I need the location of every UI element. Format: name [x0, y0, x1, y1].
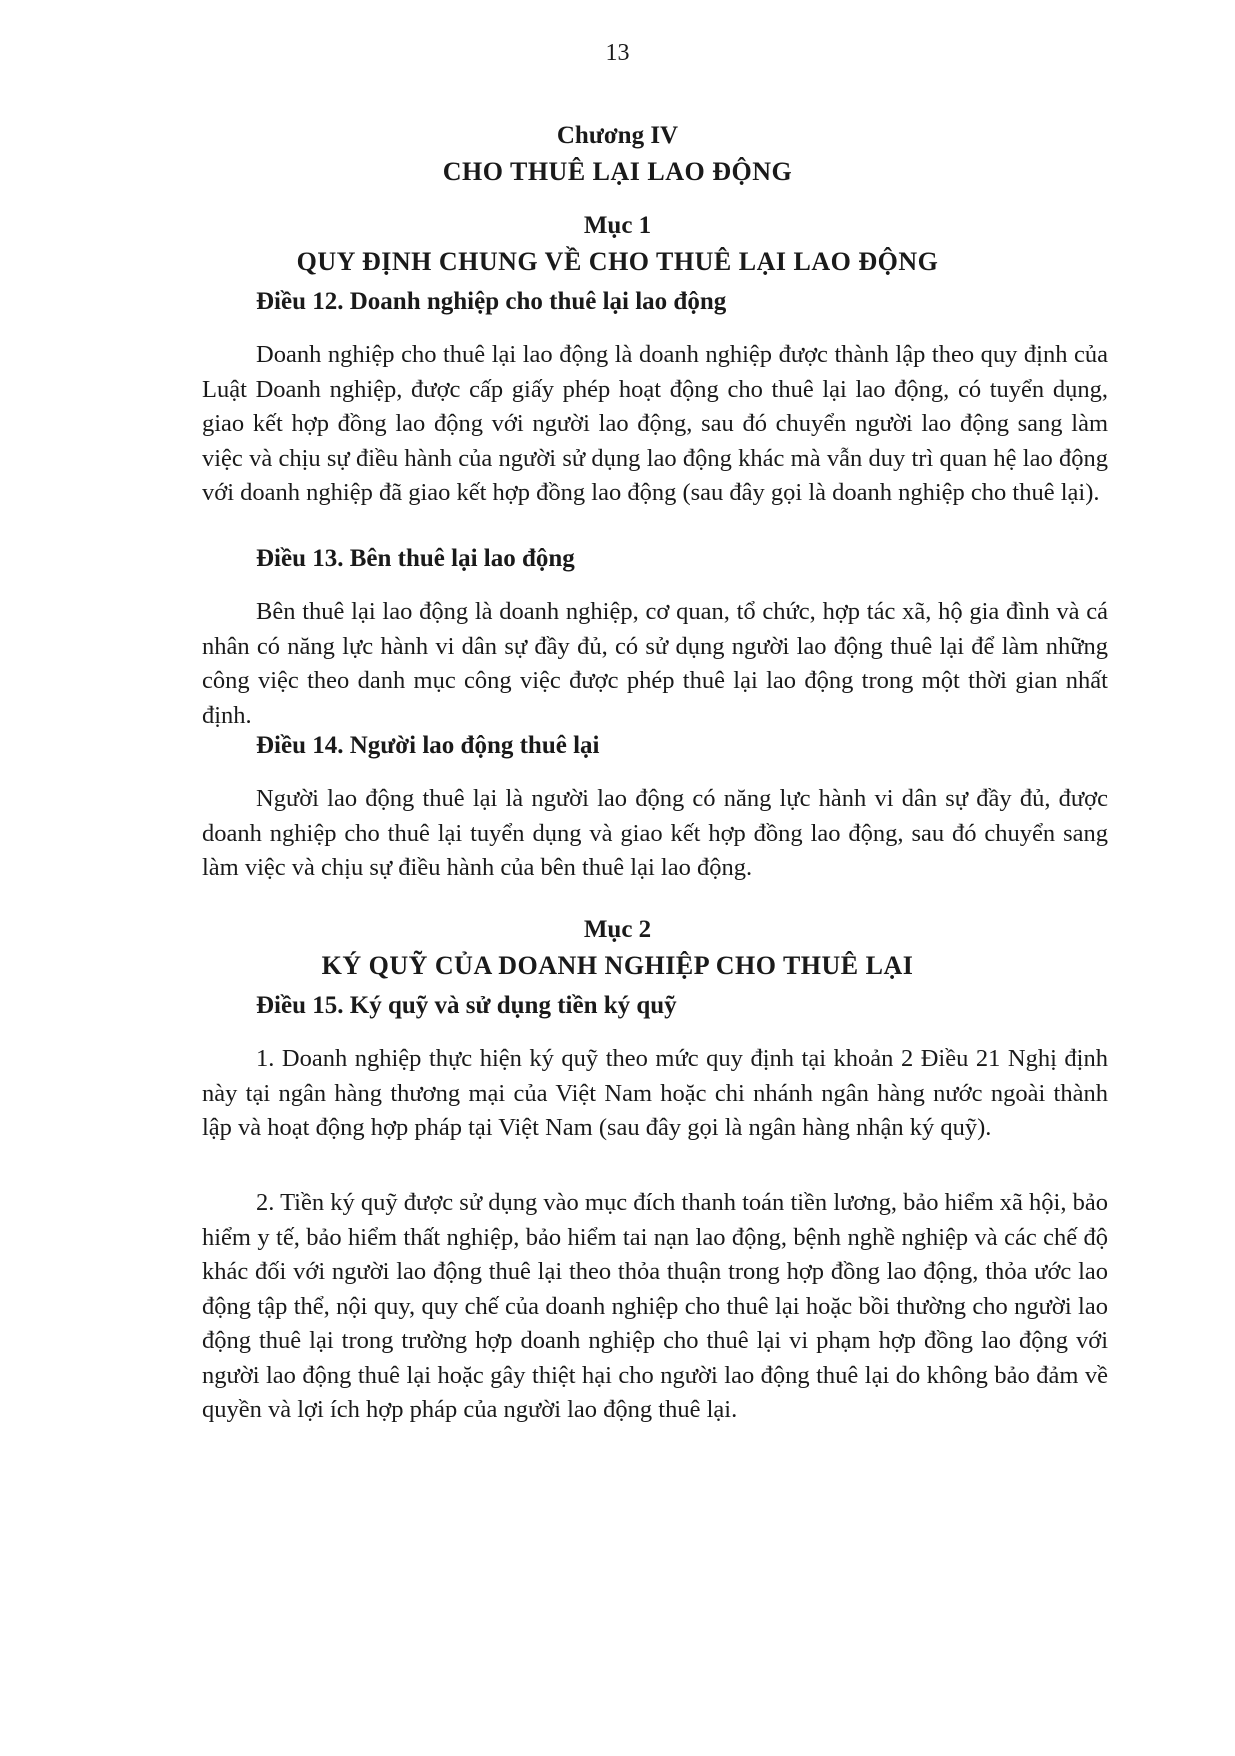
article14-title: Điều 14. Người lao động thuê lại [256, 732, 600, 759]
section2-label: Mục 2 [583, 916, 652, 943]
article13-text: Bên thuê lại lao động là doanh nghiệp, cơ quan, tổ chức, hợp tác xã, hộ gia đình và cá nhân có năng lực hành vi dân sự đầy đủ, có sử dụng người lao động thuê lại để làm những công việc theo danh mục công việc được phép thuê lại lao động trong một thời gian nhất định. [202, 598, 1108, 729]
chapter-label: Chương IV [556, 122, 679, 149]
section2-heading [0, 912, 1235, 984]
section2-title: KÝ QUỸ CỦA DOANH NGHIỆP CHO THUÊ LẠI [321, 951, 914, 980]
chapter-heading [0, 118, 1235, 190]
section1-label: Mục 1 [583, 212, 652, 239]
article13-title: Điều 13. Bên thuê lại lao động [256, 545, 575, 572]
article12-text: Doanh nghiệp cho thuê lại lao động là doanh nghiệp được thành lập theo quy định của Luật Doanh nghiệp, được cấp giấy phép hoạt động cho thuê lại lao động, có tuyển dụng, giao kết hợp đồng lao động với người lao động, sau đó chuyển người lao động sang làm việc và chịu sự điều hành của người sử dụng lao động khác mà vẫn duy trì quan hệ lao động với doanh nghiệp đã giao kết hợp đồng lao động (sau đây gọi là doanh nghiệp cho thuê lại). [202, 341, 1108, 506]
article12-title: Điều 12. Doanh nghiệp cho thuê lại lao động [256, 288, 727, 315]
article14-text: Người lao động thuê lại là người lao động có năng lực hành vi dân sự đầy đủ, được doanh nghiệp cho thuê lại tuyển dụng và giao kết hợp đồng lao động, sau đó chuyển sang làm việc và chịu sự điều hành của bên thuê lại lao động. [202, 785, 1108, 881]
section1-heading [0, 208, 1235, 280]
article15-clause1: 1. Doanh nghiệp thực hiện ký quỹ theo mức quy định tại khoản 2 Điều 21 Nghị định này tại ngân hàng thương mại của Việt Nam hoặc chi nhánh ngân hàng nước ngoài thành lập và hoạt động hợp pháp tại Việt Nam (sau đây gọi là ngân hàng nhận ký quỹ). [202, 1045, 1108, 1141]
article15-clause2: 2. Tiền ký quỹ được sử dụng vào mục đích thanh toán tiền lương, bảo hiểm xã hội, bảo hiểm y tế, bảo hiểm thất nghiệp, bảo hiểm tai nạn lao động, bệnh nghề nghiệp và các chế độ khác đối với người lao động thuê lại theo thỏa thuận trong hợp đồng lao động, thỏa ước lao động tập thể, nội quy, quy chế của doanh nghiệp cho thuê lại hoặc bồi thường cho người lao động thuê lại trong trường hợp doanh nghiệp cho thuê lại vi phạm hợp đồng lao động với người lao động thuê lại hoặc gây thiệt hại cho người lao động thuê lại do không bảo đảm về quyền và lợi ích hợp pháp của người lao động thuê lại. [202, 1189, 1108, 1423]
article15-title: Điều 15. Ký quỹ và sử dụng tiền ký quỹ [256, 992, 677, 1019]
chapter-title: CHO THUÊ LẠI LAO ĐỘNG [442, 157, 793, 186]
section1-title: QUY ĐỊNH CHUNG VỀ CHO THUÊ LẠI LAO ĐỘNG [296, 247, 939, 276]
page-number: 13 [605, 40, 630, 66]
